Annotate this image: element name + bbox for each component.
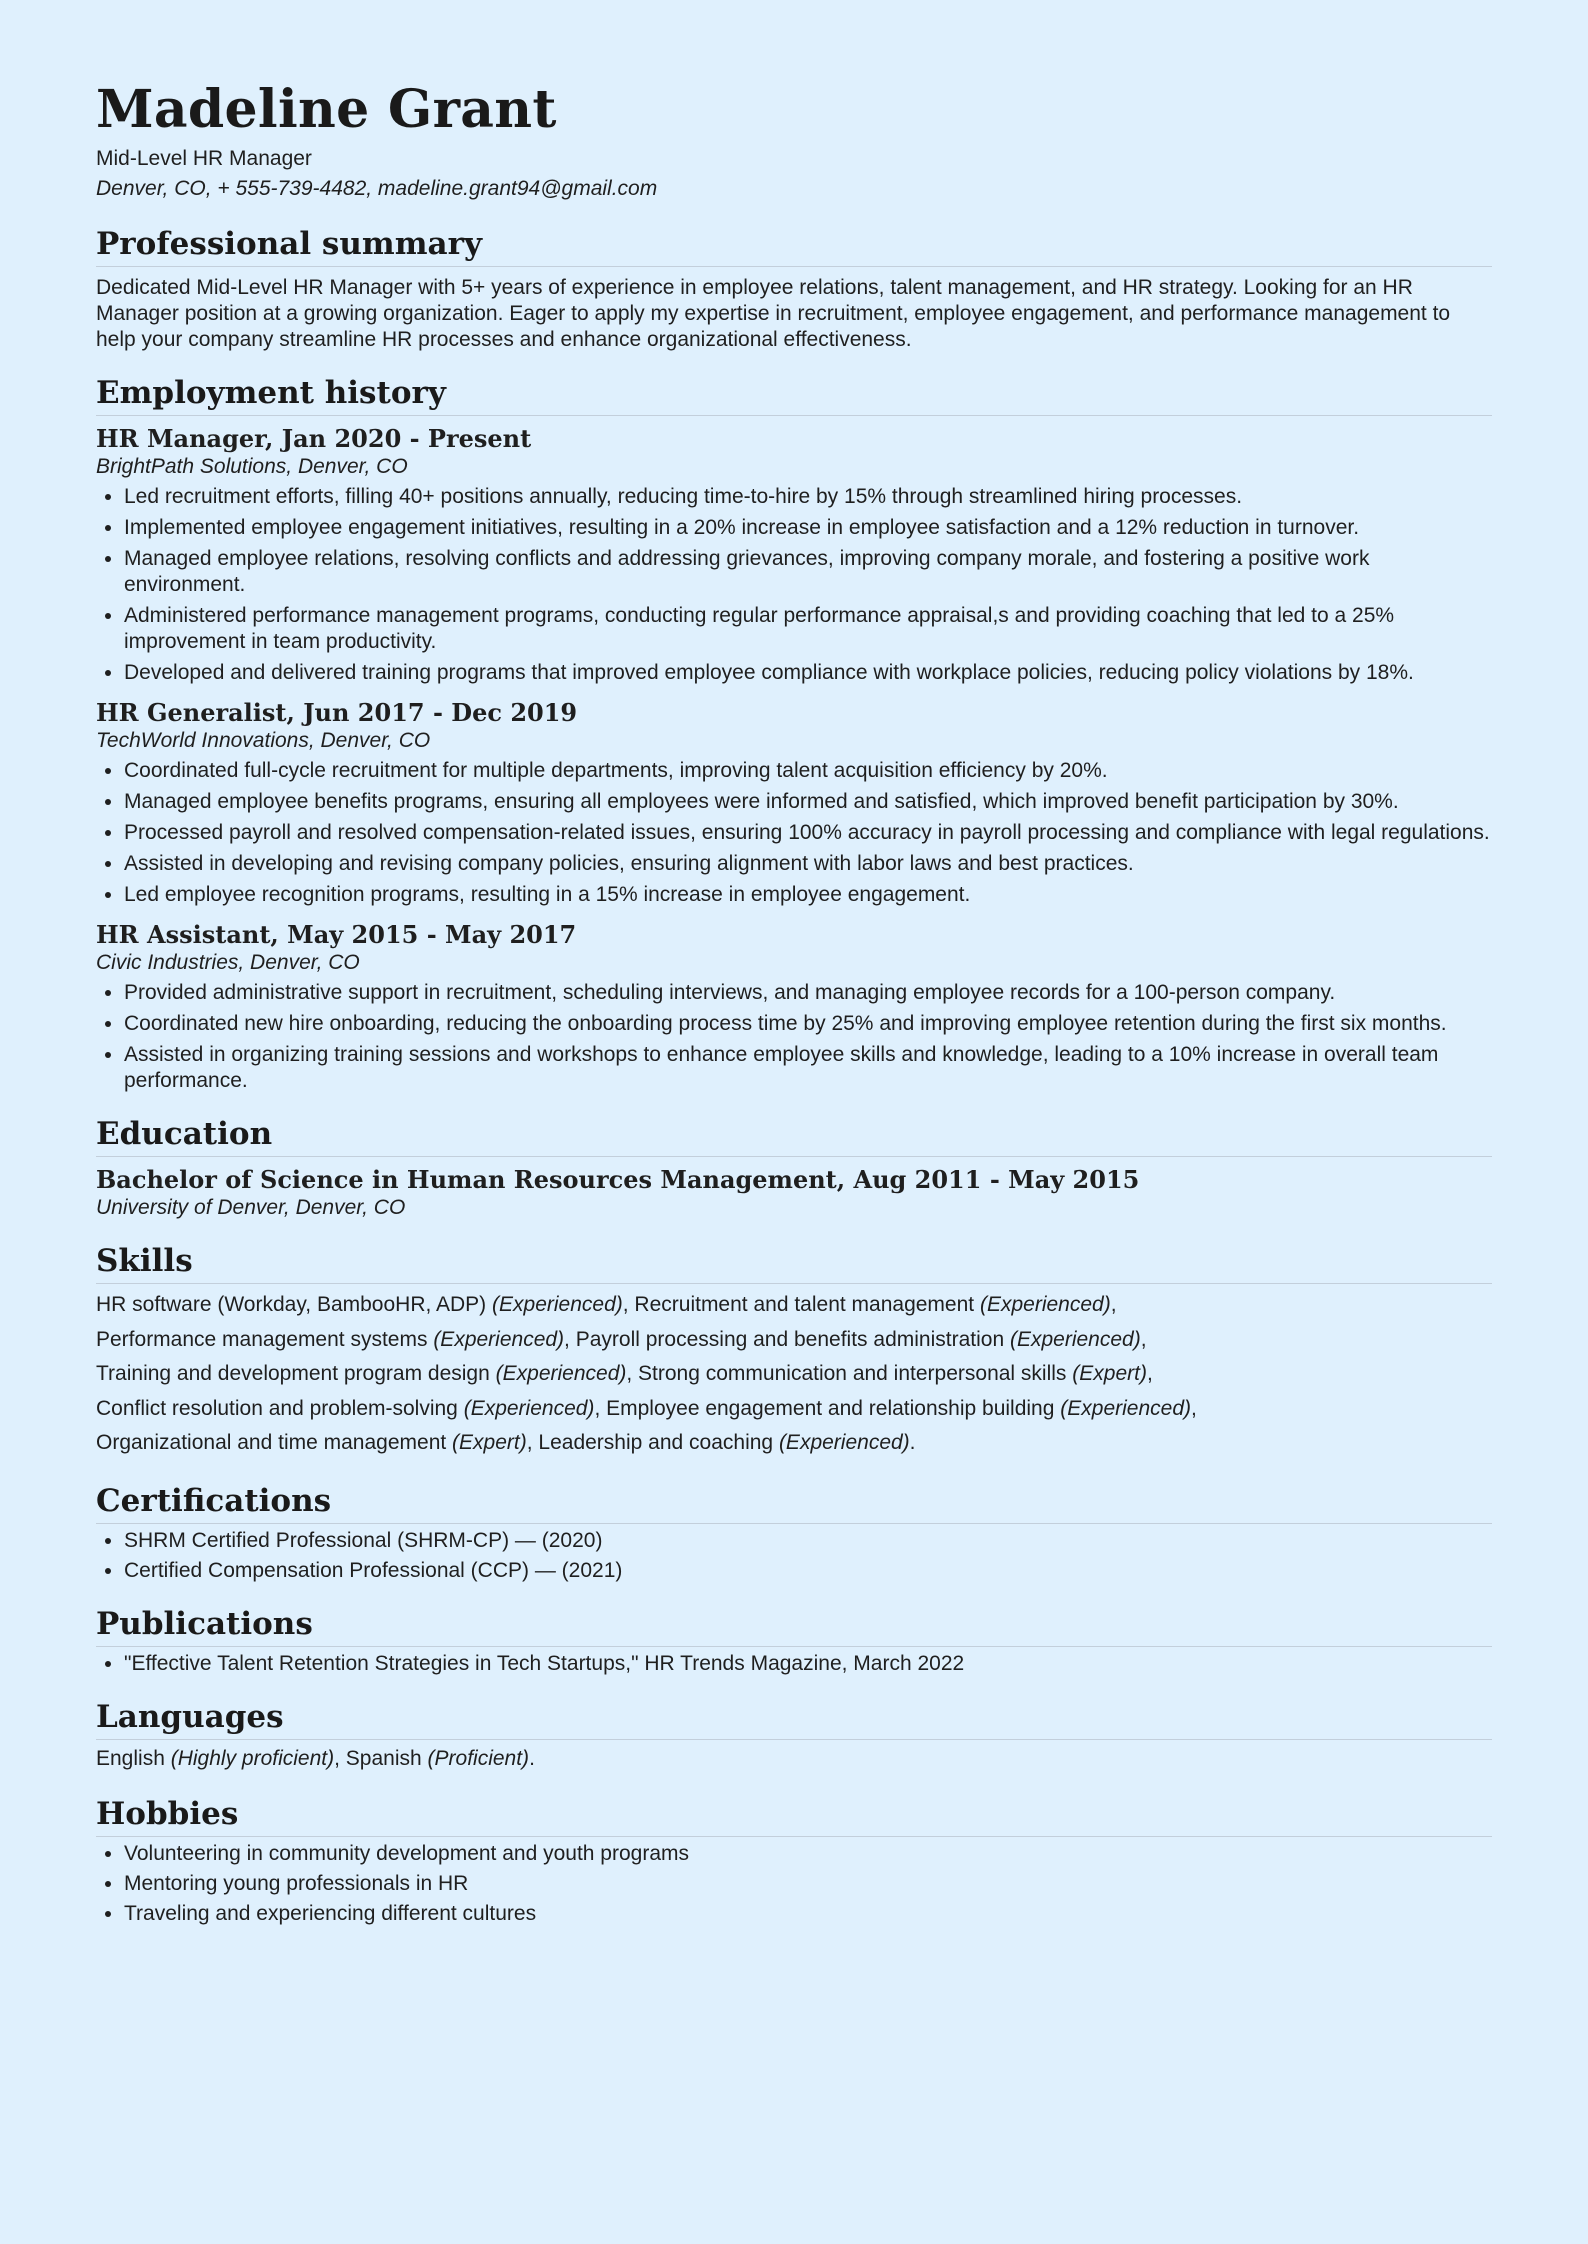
skill-level: (Experienced) (492, 1293, 623, 1316)
job-company: Civic Industries, Denver, CO (96, 951, 360, 974)
resume-header (96, 78, 1492, 204)
job-title: HR Generalist, Jun 2017 - Dec 2019 (96, 698, 578, 727)
job-bullets (96, 484, 1492, 686)
languages-list: English (Highly proficient), Spanish (Proficient). (96, 1746, 535, 1770)
publications-section (96, 1604, 1492, 1677)
job-bullet: • Implemented employee engagement initiatives, resulting in a 20% increase in employee satisfaction and a 12% reduction in turnover. (124, 515, 1492, 541)
job-bullet: • Coordinated new hire onboarding, reducing the onboarding process time by 25% and improving employee retention during the first six months. (124, 1011, 1492, 1037)
hobbies-heading: Hobbies (96, 1794, 1492, 1837)
skill-level: (Experienced) (778, 1431, 910, 1454)
certifications-section (96, 1481, 1492, 1584)
skill-name: Performance management systems (96, 1327, 428, 1351)
education-section (96, 1114, 1492, 1221)
job-company: BrightPath Solutions, Denver, CO (96, 455, 408, 478)
skill-name: Conflict resolution and problem-solving (96, 1396, 458, 1420)
job-bullets (96, 980, 1492, 1094)
degree-title: Bachelor of Science in Human Resources Management, Aug 2011 - May 2015 (96, 1165, 1140, 1194)
skill-name: Payroll processing and benefits administration (575, 1327, 1005, 1351)
skill-level: (Experienced) (1060, 1396, 1191, 1420)
skill-level: (Experienced) (433, 1327, 565, 1351)
job-title: HR Manager, Jan 2020 - Present (96, 424, 532, 453)
summary-text: Dedicated Mid-Level HR Manager with 5+ years of experience in employee relations, talent management, and HR strategy. Looking for an HR Manager position at a growing organization. Eager to apply my expertise in recruitment, employee engagement, and performance management to help your company streamline HR processes and enhance organizational effectiveness. (96, 276, 1451, 351)
job-company: TechWorld Innovations, Denver, CO (96, 729, 431, 752)
language-name: English (96, 1746, 165, 1770)
skill-level: (Experienced) (463, 1396, 595, 1420)
publication-item: • "Effective Talent Retention Strategies in Tech Startups," HR Trends Magazine, March 2022 (124, 1651, 1492, 1677)
publications-list (96, 1651, 1492, 1677)
publications-heading: Publications (96, 1604, 1492, 1647)
job-bullet: • Assisted in organizing training sessions and workshops to enhance employee skills and knowledge, leading to a 10% increase in overall team performance. (124, 1042, 1492, 1094)
hobby-item: • Traveling and experiencing different cultures (124, 1901, 1492, 1927)
candidate-name: Madeline Grant (96, 79, 557, 140)
job-bullet: • Coordinated full-cycle recruitment for multiple departments, improving talent acquisition efficiency by 20%. (124, 758, 1492, 784)
skill-level: (Experienced) (979, 1293, 1111, 1316)
summary-heading: Professional summary (96, 224, 1492, 267)
job-entry (96, 920, 1492, 1094)
skill-name: HR software (Workday, BambooHR, ADP) (96, 1293, 487, 1316)
skill-name: Leadership and coaching (538, 1431, 774, 1454)
languages-section (96, 1697, 1492, 1774)
language-name: Spanish (345, 1746, 422, 1770)
job-bullet: • Assisted in developing and revising company policies, ensuring alignment with labor laws and best practices. (124, 851, 1492, 877)
language-level: (Proficient) (427, 1746, 530, 1770)
employment-section (96, 373, 1492, 1094)
languages-heading: Languages (96, 1697, 1492, 1740)
candidate-headline: Mid-Level HR Manager (96, 147, 312, 170)
skill-level: (Experienced) (1009, 1327, 1141, 1351)
certifications-list (96, 1528, 1492, 1584)
job-entry (96, 424, 1492, 686)
skill-name: Training and development program design (96, 1362, 490, 1385)
hobby-item: • Volunteering in community development and youth programs (124, 1841, 1492, 1867)
certifications-heading: Certifications (96, 1481, 1492, 1524)
skills-section (96, 1241, 1492, 1461)
certification-item: • Certified Compensation Professional (CCP) — (2021) (124, 1558, 1492, 1584)
hobbies-list (96, 1841, 1492, 1927)
education-entry (96, 1165, 1492, 1221)
school-name: University of Denver, Denver, CO (96, 1196, 406, 1219)
job-bullet: • Led recruitment efforts, filling 40+ positions annually, reducing time-to-hire by 15% through streamlined hiring processes. (124, 484, 1492, 510)
skill-name: Strong communication and interpersonal skills (638, 1362, 1067, 1385)
job-bullet: • Managed employee relations, resolving conflicts and addressing grievances, improving company morale, and fostering a positive work environment. (124, 546, 1492, 598)
skills-heading: Skills (96, 1241, 1492, 1284)
job-bullet: • Managed employee benefits programs, ensuring all employees were informed and satisfied, which improved benefit participation by 30%. (124, 789, 1492, 815)
job-bullet: • Developed and delivered training programs that improved employee compliance with workplace policies, reducing policy violations by 18%. (124, 660, 1492, 686)
job-bullet: • Provided administrative support in recruitment, scheduling interviews, and managing employee records for a 100-person company. (124, 980, 1492, 1006)
job-bullet: • Administered performance management programs, conducting regular performance appraisal,s and providing coaching that led to a 25% improvement in team productivity. (124, 603, 1492, 655)
skill-name: Organizational and time management (96, 1431, 447, 1454)
job-bullet: • Led employee recognition programs, resulting in a 15% increase in employee engagement. (124, 882, 1492, 908)
language-level: (Highly proficient) (170, 1746, 335, 1770)
summary-section (96, 224, 1492, 353)
job-title: HR Assistant, May 2015 - May 2017 (96, 920, 577, 949)
skill-level: (Experienced) (495, 1362, 627, 1385)
certification-item: • SHRM Certified Professional (SHRM-CP) — (2020) (124, 1528, 1492, 1554)
hobby-item: • Mentoring young professionals in HR (124, 1871, 1492, 1897)
job-bullet: • Processed payroll and resolved compensation-related issues, ensuring 100% accuracy in payroll processing and compliance with legal regulations. (124, 820, 1492, 846)
education-heading: Education (96, 1114, 1492, 1157)
skill-level: (Expert) (1072, 1362, 1147, 1385)
skills-list: HR software (Workday, BambooHR, ADP) (Experienced), Recruitment and talent management (Experienced), Performance management systems (Experienced), Payroll processing and benefits administration (Experienced), Training and development program design (Experienced), Strong communication and interpersonal skills (Expert), Conflict resolution and problem-solving (Experienced), Employee engagement and relationship building (Experienced), Organizational and time management (Expert), Leadership and coaching (Experienced). (96, 1293, 1197, 1454)
job-bullets (96, 758, 1492, 908)
hobbies-section (96, 1794, 1492, 1927)
contact-info: Denver, CO, + 555-739-4482, madeline.grant94@gmail.com (96, 177, 658, 200)
employment-heading: Employment history (96, 373, 1492, 416)
skill-level: (Expert) (452, 1431, 527, 1454)
skill-name: Recruitment and talent management (634, 1293, 975, 1316)
job-entry (96, 698, 1492, 908)
skill-name: Employee engagement and relationship building (606, 1396, 1055, 1420)
